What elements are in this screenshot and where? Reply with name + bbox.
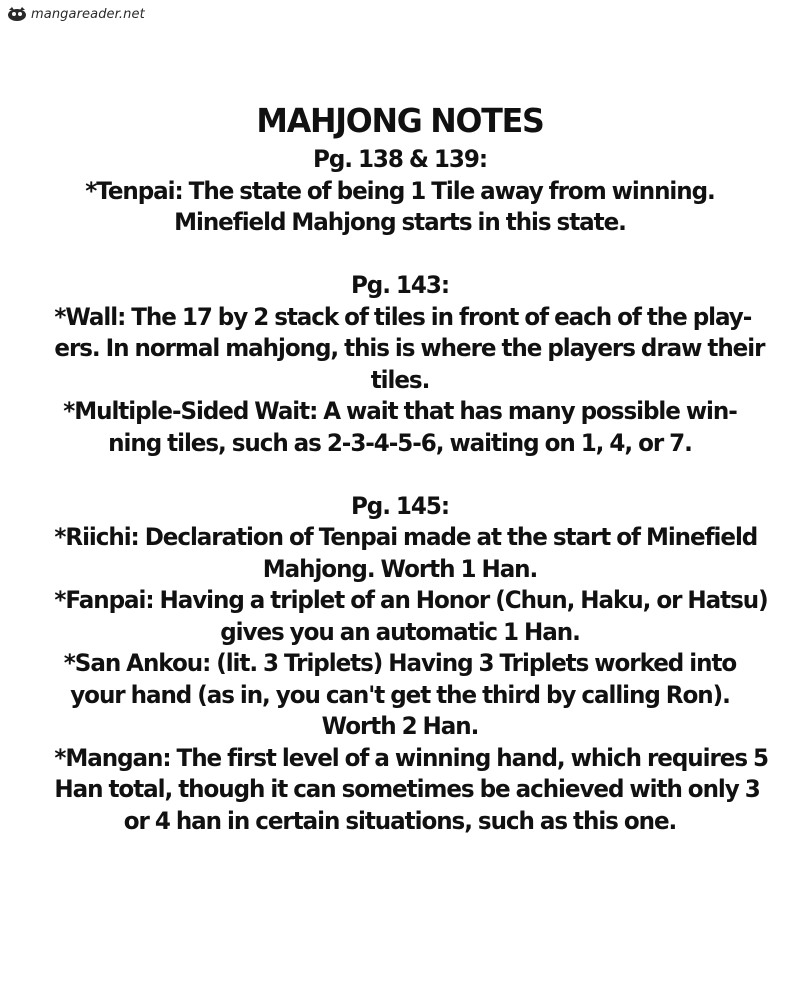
watermark-text: mangareader.net: [31, 6, 145, 22]
note-line: Mahjong. Worth 1 Han.: [262, 554, 538, 583]
note-line: *Mangan: The first level of a winning hand, which requires 5: [54, 743, 769, 772]
notes-section-pg-138: [54, 144, 745, 239]
note-line: *Riichi: Declaration of Tenpai made at the start of Minefield: [54, 523, 758, 551]
section-heading: Pg. 138 & 139:: [312, 145, 488, 173]
note-line: Han total, though it can sometimes be achieved with only 3: [54, 775, 760, 803]
section-heading: Pg. 143:: [350, 271, 450, 299]
section-heading: Pg. 145:: [350, 491, 450, 520]
note-line: *Multiple-Sided Wait: A wait that has many possible win-: [63, 397, 737, 425]
notes-section-pg-143: [54, 270, 765, 459]
note-line: tiles.: [370, 365, 430, 394]
mangareader-logo-icon: [6, 6, 28, 22]
note-line: ning tiles, such as 2-3-4-5-6, waiting on 1, 4, or 7.: [108, 428, 692, 457]
notes-section-pg-145: [54, 491, 769, 838]
note-line: gives you an automatic 1 Han.: [220, 617, 580, 646]
note-line: *Wall: The 17 by 2 stack of tiles in front of each of the play-: [54, 302, 752, 331]
note-line: *San Ankou: (lit. 3 Triplets) Having 3 Triplets worked into: [63, 649, 737, 677]
note-line: or 4 han in certain situations, such as this one.: [123, 806, 677, 835]
page-title: MAHJONG NOTES: [256, 101, 544, 140]
note-line: your hand (as in, you can't get the third by calling Ron).: [70, 680, 730, 709]
note-line: Worth 2 Han.: [321, 712, 479, 740]
note-line: *Tenpai: The state of being 1 Tile away from winning.: [85, 176, 715, 205]
watermark: [6, 6, 145, 22]
section-spacer: [54, 459, 745, 491]
note-line: Minefield Mahjong starts in this state.: [174, 208, 626, 236]
section-spacer: [54, 239, 745, 271]
mahjong-notes: [54, 98, 769, 837]
note-line: ers. In normal mahjong, this is where the players draw their: [54, 334, 765, 362]
note-line: *Fanpai: Having a triplet of an Honor (Chun, Haku, or Hatsu): [54, 586, 768, 614]
